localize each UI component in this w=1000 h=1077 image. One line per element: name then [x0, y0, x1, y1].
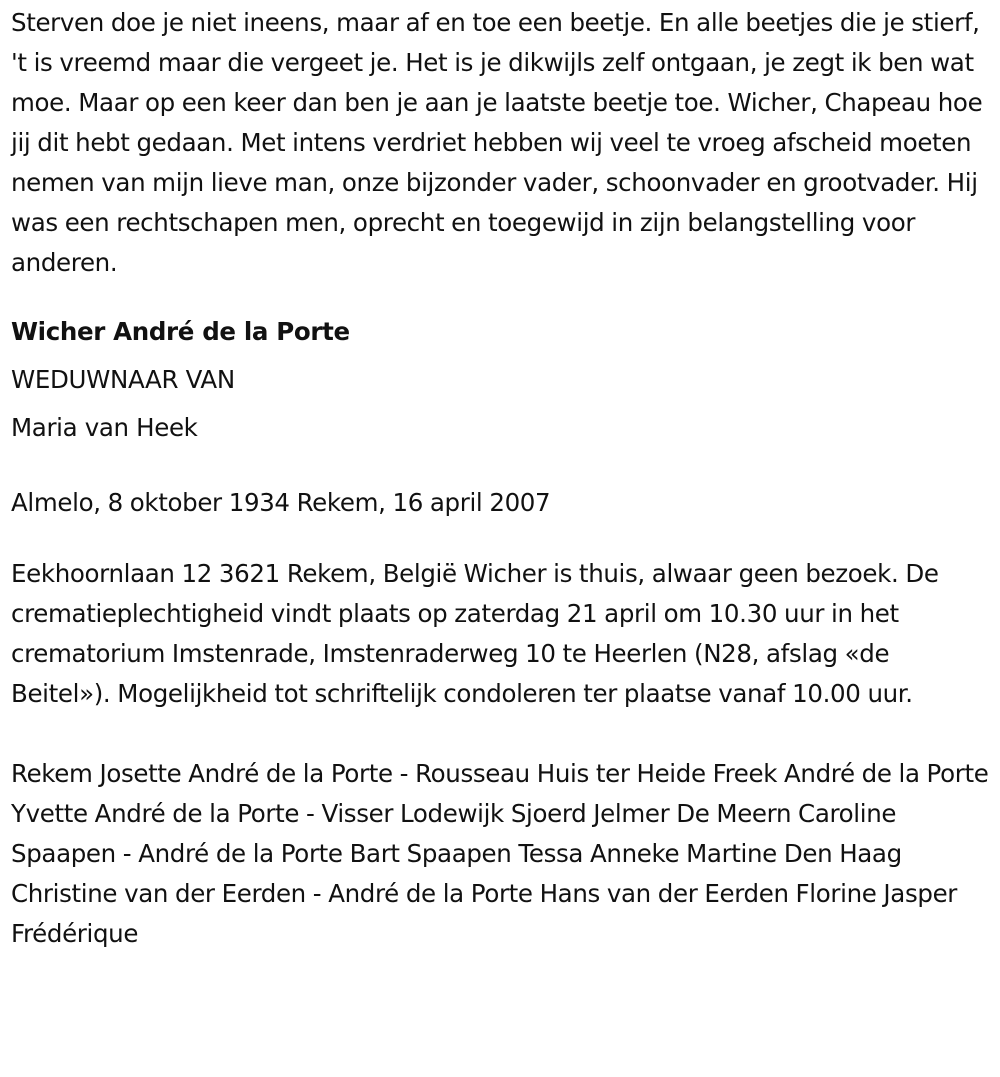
- obituary-notice: [11, 0, 993, 954]
- address-ceremony-paragraph: Eekhoornlaan 12 3621 Rekem, België Wicher is thuis, alwaar geen bezoek. De crematieplechtigheid vindt plaats op zaterdag 21 april om 10.30 uur in het crematorium Imstenrade, Imstenraderweg 10 te Heerlen (N28, afslag «de Beitel»). Mogelijkheid tot schriftelijk condoleren ter plaatse vanaf 10.00 uur.: [11, 559, 939, 708]
- intro-paragraph: Sterven doe je niet ineens, maar af en toe een beetje. En alle beetjes die je stierf, 't is vreemd maar die vergeet je. Het is je dikwijls zelf ontgaan, je zegt ik ben wat moe. Maar op een keer dan ben je aan je laatste beetje toe. Wicher, Chapeau hoe jij dit hebt gedaan. Met intens verdriet hebben wij veel te vroeg afscheid moeten nemen van mijn lieve man, onze bijzonder vader, schoonvader en grootvader. Hij was een rechtschapen men, oprecht en toegewijd in zijn belangstelling voor anderen.: [11, 8, 983, 277]
- birth-death-dates: Almelo, 8 oktober 1934 Rekem, 16 april 2007: [11, 488, 551, 517]
- relation-label: WEDUWNAAR VAN: [11, 365, 235, 394]
- spouse-name: Maria van Heek: [11, 413, 198, 442]
- name-block: [11, 308, 993, 452]
- family-members-paragraph: Rekem Josette André de la Porte - Rousseau Huis ter Heide Freek André de la Porte Yvette André de la Porte - Visser Lodewijk Sjoerd Jelmer De Meern Caroline Spaapen - André de la Porte Bart Spaapen Tessa Anneke Martine Den Haag Christine van der Eerden - André de la Porte Hans van der Eerden Florine Jasper Frédérique: [11, 759, 989, 948]
- deceased-name: Wicher André de la Porte: [11, 317, 350, 346]
